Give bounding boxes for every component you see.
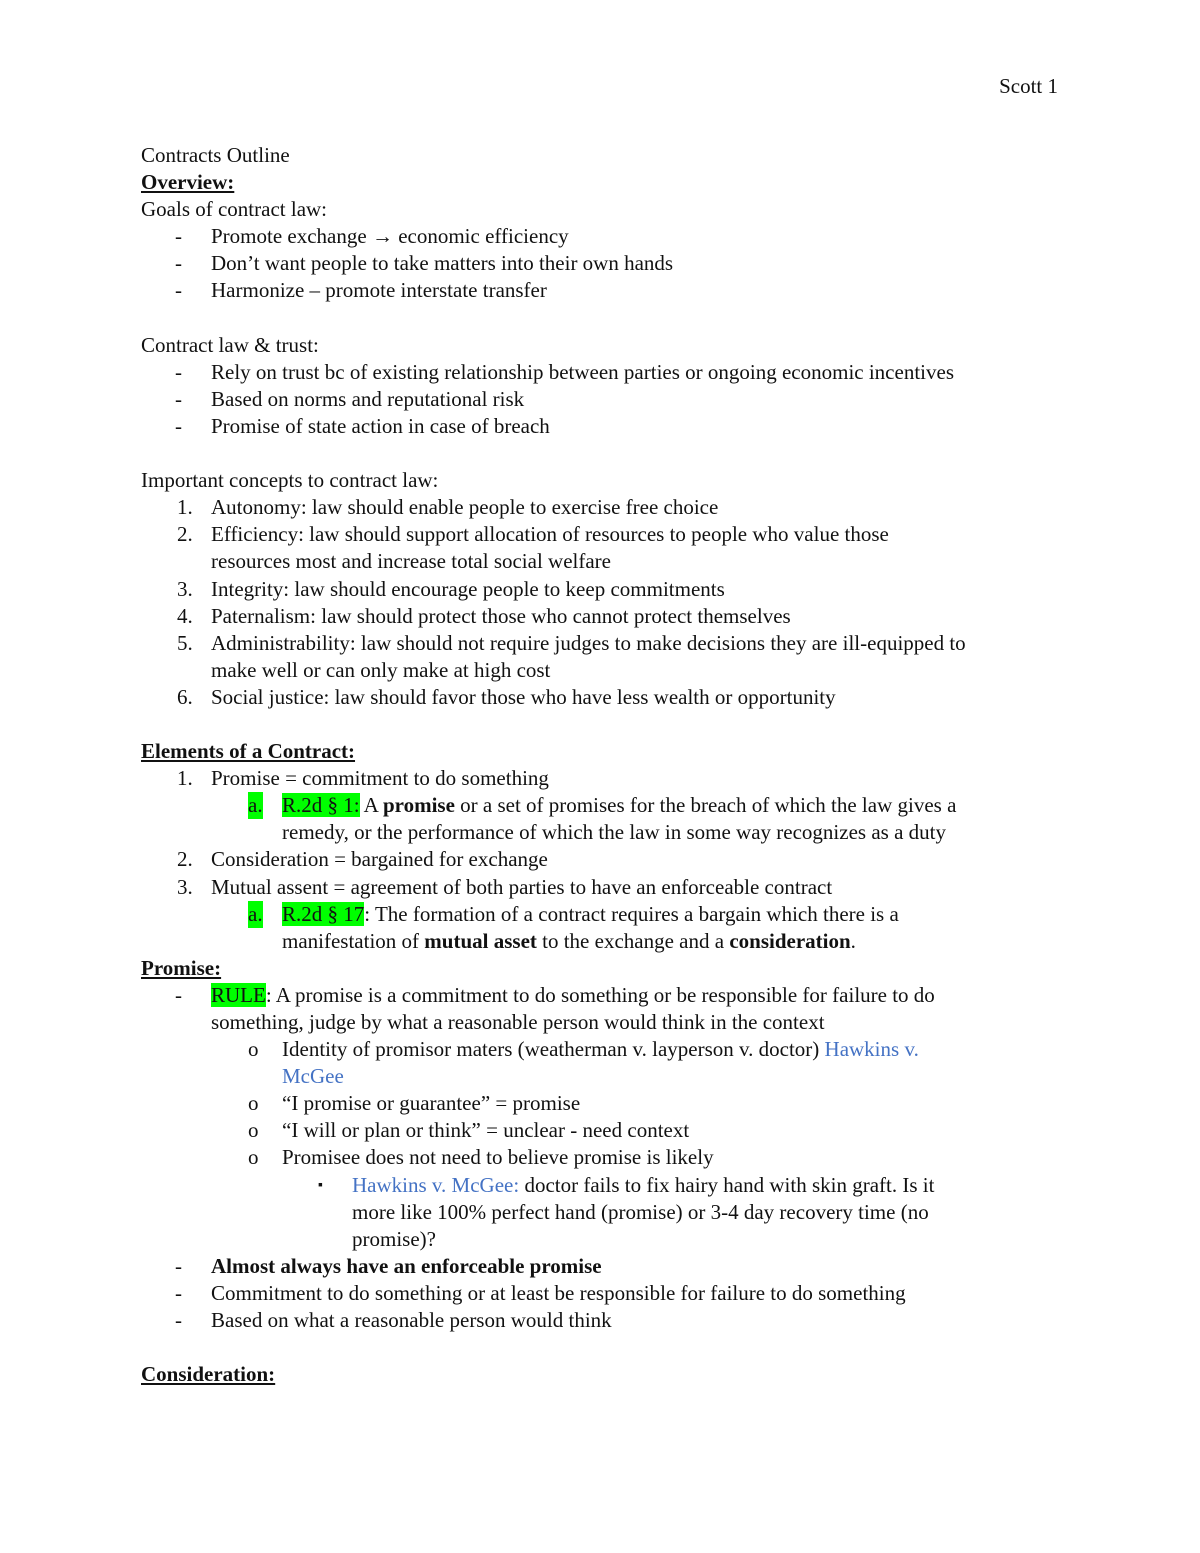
element-subitem: a. R.2d § 17: The formation of a contract requires a bargain which there is a manifestation of mutual asset to the exchange and a consideration. bbox=[248, 901, 899, 953]
case-reference: Hawkins v. bbox=[824, 1037, 919, 1062]
dash-bullet: - bbox=[175, 224, 182, 249]
square-bullet-icon: ▪ bbox=[318, 1177, 323, 1193]
concept-item: 4. Paternalism: law should protect those who cannot protect themselves bbox=[177, 603, 791, 628]
trust-item: - Rely on trust bc of existing relationship between parties or ongoing economic incentives bbox=[141, 359, 1061, 386]
element-subitem: a. R.2d § 1: A promise or a set of promises for the breach of which the law gives a remedy, or the performance of which the law in some way recognizes as a duty bbox=[248, 793, 957, 845]
element-item: 3. Mutual assent = agreement of both parties to have an enforceable contract bbox=[177, 874, 833, 899]
page-number: Scott 1 bbox=[999, 74, 1058, 98]
concept-item: 5. Administrability: law should not require judges to make decisions they are ill-equipped to make well or can only make at high cost bbox=[177, 630, 966, 682]
concept-item: 1. Autonomy: law should enable people to exercise free choice bbox=[177, 495, 719, 520]
dash-bullet: - bbox=[175, 1308, 182, 1333]
elements-heading: Elements of a Contract: bbox=[141, 739, 356, 764]
document-title: Contracts Outline bbox=[141, 143, 290, 167]
promise-subitem: o Identity of promisor maters (weatherman v. layperson v. doctor) Hawkins v. McGee bbox=[141, 1036, 1061, 1090]
restatement-cite: R.2d § 1: bbox=[282, 793, 360, 818]
promise-subitem: o Promisee does not need to believe promise is likely bbox=[141, 1144, 1061, 1171]
dash-bullet: - bbox=[175, 386, 182, 411]
goal-item: - Promote exchange → economic efficiency bbox=[141, 223, 1061, 250]
case-subitem: ▪ Hawkins v. McGee: doctor fails to fix hairy hand with skin graft. Is it more like 100% perfect hand (promise) or 3-4 day recovery time (no promise)? bbox=[318, 1172, 935, 1251]
goals-label: Goals of contract law: bbox=[141, 197, 328, 222]
concept-item: 6. Social justice: law should favor those who have less wealth or opportunity bbox=[177, 684, 836, 709]
arrow-icon: → bbox=[371, 224, 393, 249]
rule-label: RULE bbox=[211, 982, 266, 1007]
goal-item: - Harmonize – promote interstate transfer bbox=[141, 277, 1061, 304]
case-reference: Hawkins v. McGee: bbox=[352, 1172, 520, 1197]
promise-item: - Almost always have an enforceable promise bbox=[141, 1253, 1061, 1280]
circle-bullet: o bbox=[248, 1145, 259, 1170]
circle-bullet: o bbox=[248, 1037, 259, 1062]
element-item: 2. Consideration = bargained for exchange bbox=[177, 847, 548, 872]
overview-heading: Overview: bbox=[141, 170, 235, 195]
document-body bbox=[141, 142, 1061, 1388]
concept-item: 2. Efficiency: law should support allocation of resources to people who value those resources most and increase total social welfare bbox=[177, 522, 889, 574]
dash-bullet: - bbox=[175, 413, 182, 438]
case-reference: McGee bbox=[282, 1064, 344, 1089]
restatement-cite: R.2d § 17 bbox=[282, 901, 365, 926]
dash-bullet: - bbox=[175, 982, 182, 1007]
promise-heading: Promise: bbox=[141, 955, 222, 980]
trust-item: - Promise of state action in case of breach bbox=[141, 413, 1061, 440]
goal-item: - Don’t want people to take matters into their own hands bbox=[141, 250, 1061, 277]
circle-bullet: o bbox=[248, 1091, 259, 1116]
promise-subitem: o “I will or plan or think” = unclear - need context bbox=[141, 1117, 1061, 1144]
rule-item: - RULE: A promise is a commitment to do something or be responsible for failure to do something, judge by what a reasonable person would think in the context bbox=[175, 982, 935, 1034]
trust-label: Contract law & trust: bbox=[141, 332, 319, 357]
promise-item: - Based on what a reasonable person would think bbox=[141, 1307, 1061, 1334]
promise-subitem: o “I promise or guarantee” = promise bbox=[141, 1090, 1061, 1117]
dash-bullet: - bbox=[175, 278, 182, 303]
concepts-label: Important concepts to contract law: bbox=[141, 468, 439, 493]
dash-bullet: - bbox=[175, 359, 182, 384]
dash-bullet: - bbox=[175, 1253, 182, 1278]
element-item: 1. Promise = commitment to do something bbox=[177, 766, 549, 791]
consideration-heading: Consideration: bbox=[141, 1362, 276, 1387]
dash-bullet: - bbox=[175, 251, 182, 276]
dash-bullet: - bbox=[175, 1280, 182, 1305]
trust-item: - Based on norms and reputational risk bbox=[141, 386, 1061, 413]
promise-item: - Commitment to do something or at least be responsible for failure to do something bbox=[141, 1280, 1061, 1307]
concept-item: 3. Integrity: law should encourage people to keep commitments bbox=[177, 576, 725, 601]
circle-bullet: o bbox=[248, 1118, 259, 1143]
